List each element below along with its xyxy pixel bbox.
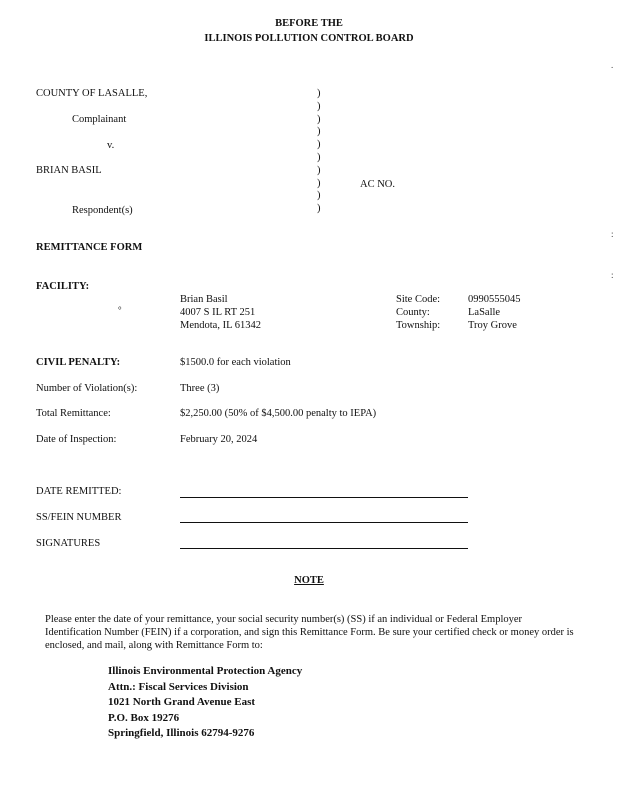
- civil-penalty-label: CIVIL PENALTY:: [36, 357, 121, 368]
- site-code-value: 0990555045: [468, 294, 521, 305]
- ac-no-label: AC NO.: [360, 179, 396, 190]
- scan-mark: :: [611, 229, 614, 239]
- township-value: Troy Grove: [468, 320, 517, 331]
- agency-line-5: Springfield, Illinois 62794-9276: [108, 727, 255, 739]
- form-title: REMITTANCE FORM: [36, 242, 143, 253]
- signatures-line[interactable]: [180, 548, 468, 549]
- ss-fein-label: SS/FEIN NUMBER: [36, 512, 122, 523]
- facility-name: Brian Basil: [180, 294, 228, 305]
- agency-line-3: 1021 North Grand Avenue East: [108, 696, 256, 708]
- respondent-label: Respondent(s): [72, 205, 133, 216]
- facility-field-values: [468, 293, 521, 332]
- date-remitted-label: DATE REMITTED:: [36, 486, 122, 497]
- bullet-mark: °: [118, 305, 122, 315]
- total-remittance-value: $2,250.00 (50% of $4,500.00 penalty to IEPA): [180, 408, 377, 419]
- complainant-name: COUNTY OF LASALLE,: [36, 88, 148, 99]
- township-label: Township:: [396, 320, 441, 331]
- facility-field-labels: [396, 293, 440, 332]
- date-remitted-line[interactable]: [180, 497, 468, 498]
- site-code-label: Site Code:: [396, 294, 441, 305]
- inspection-date-label: Date of Inspection:: [36, 434, 117, 445]
- civil-penalty-value: $1500.0 for each violation: [180, 357, 291, 368]
- facility-address-2: Mendota, IL 61342: [180, 320, 261, 331]
- violations-value: Three (3): [180, 383, 220, 394]
- inspection-date-value: February 20, 2024: [180, 434, 258, 445]
- versus: v.: [107, 140, 115, 151]
- facility-address: [180, 293, 261, 332]
- total-remittance-label: Total Remittance:: [36, 408, 111, 419]
- violations-label: Number of Violation(s):: [36, 383, 138, 394]
- note-title: NOTE: [294, 575, 324, 586]
- agency-line-2: Attn.: Fiscal Services Division: [108, 680, 249, 693]
- respondent-name: BRIAN BASIL: [36, 165, 102, 176]
- header-line-1: BEFORE THE: [275, 18, 343, 29]
- scan-mark: :: [611, 270, 614, 280]
- complainant-label: Complainant: [72, 114, 127, 125]
- county-value: LaSalle: [468, 307, 501, 318]
- agency-line-4: P.O. Box 19276: [108, 711, 180, 724]
- county-label: County:: [396, 307, 430, 318]
- agency-line-1: Illinois Environmental Protection Agency: [108, 665, 303, 677]
- signatures-label: SIGNATURES: [36, 538, 101, 549]
- facility-label: FACILITY:: [36, 281, 90, 292]
- header-line-2: ILLINOIS POLLUTION CONTROL BOARD: [204, 33, 414, 44]
- caption-parentheses: ) ) ) ) ) ) ) ) ) ): [317, 88, 321, 215]
- agency-address: [108, 664, 302, 742]
- ss-fein-line[interactable]: [180, 522, 468, 523]
- note-text: Please enter the date of your remittance, your social security number(s) (SS) if an individual or Federal Employer Identification Number (FEIN) if a corporation, and sign this Remittance Form. Be sure your certified check or money order is enclosed, and mail, along with Remittance Form to:: [45, 614, 574, 651]
- scan-mark: .: [611, 60, 614, 70]
- facility-address-1: 4007 S IL RT 251: [180, 307, 256, 318]
